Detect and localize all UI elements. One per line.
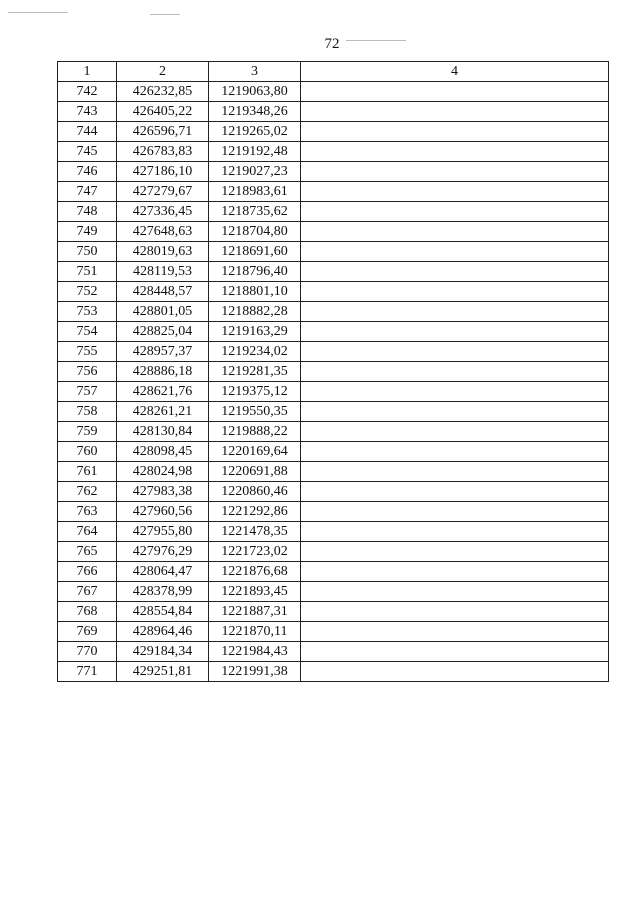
x-coordinate-cell: 428130,84 bbox=[117, 422, 209, 442]
table-row bbox=[58, 482, 609, 502]
point-number-cell: 753 bbox=[58, 302, 117, 322]
y-coordinate-cell: 1221887,31 bbox=[209, 602, 301, 622]
table-row bbox=[58, 442, 609, 462]
table-header-row bbox=[58, 62, 609, 82]
note-cell bbox=[301, 222, 609, 242]
y-coordinate-cell: 1218735,62 bbox=[209, 202, 301, 222]
x-coordinate-cell: 428621,76 bbox=[117, 382, 209, 402]
note-cell bbox=[301, 502, 609, 522]
table-row bbox=[58, 362, 609, 382]
note-cell bbox=[301, 202, 609, 222]
x-coordinate-cell: 427983,38 bbox=[117, 482, 209, 502]
y-coordinate-cell: 1219550,35 bbox=[209, 402, 301, 422]
point-number-cell: 766 bbox=[58, 562, 117, 582]
y-coordinate-cell: 1220691,88 bbox=[209, 462, 301, 482]
y-coordinate-cell: 1221478,35 bbox=[209, 522, 301, 542]
point-number-cell: 767 bbox=[58, 582, 117, 602]
x-coordinate-cell: 427186,10 bbox=[117, 162, 209, 182]
x-coordinate-cell: 428964,46 bbox=[117, 622, 209, 642]
y-coordinate-cell: 1221876,68 bbox=[209, 562, 301, 582]
table-row bbox=[58, 222, 609, 242]
y-coordinate-cell: 1219281,35 bbox=[209, 362, 301, 382]
table-row bbox=[58, 282, 609, 302]
note-cell bbox=[301, 602, 609, 622]
point-number-cell: 758 bbox=[58, 402, 117, 422]
table-row bbox=[58, 402, 609, 422]
note-cell bbox=[301, 162, 609, 182]
table-row bbox=[58, 582, 609, 602]
table-row bbox=[58, 182, 609, 202]
y-coordinate-cell: 1218704,80 bbox=[209, 222, 301, 242]
point-number-cell: 746 bbox=[58, 162, 117, 182]
y-coordinate-cell: 1219192,48 bbox=[209, 142, 301, 162]
point-number-cell: 769 bbox=[58, 622, 117, 642]
x-coordinate-cell: 428261,21 bbox=[117, 402, 209, 422]
y-coordinate-cell: 1219063,80 bbox=[209, 82, 301, 102]
y-coordinate-cell: 1219234,02 bbox=[209, 342, 301, 362]
table-row bbox=[58, 262, 609, 282]
scan-artifact bbox=[150, 14, 180, 15]
note-cell bbox=[301, 642, 609, 662]
note-cell bbox=[301, 342, 609, 362]
table-row bbox=[58, 522, 609, 542]
x-coordinate-cell: 428064,47 bbox=[117, 562, 209, 582]
x-coordinate-cell: 426783,83 bbox=[117, 142, 209, 162]
x-coordinate-cell: 427648,63 bbox=[117, 222, 209, 242]
table-row bbox=[58, 662, 609, 682]
column-header-1: 1 bbox=[58, 62, 117, 82]
x-coordinate-cell: 427279,67 bbox=[117, 182, 209, 202]
x-coordinate-cell: 428801,05 bbox=[117, 302, 209, 322]
x-coordinate-cell: 428378,99 bbox=[117, 582, 209, 602]
column-header-4: 4 bbox=[301, 62, 609, 82]
y-coordinate-cell: 1218691,60 bbox=[209, 242, 301, 262]
y-coordinate-cell: 1219348,26 bbox=[209, 102, 301, 122]
table-body bbox=[58, 82, 609, 682]
y-coordinate-cell: 1219163,29 bbox=[209, 322, 301, 342]
note-cell bbox=[301, 282, 609, 302]
table-row bbox=[58, 542, 609, 562]
note-cell bbox=[301, 362, 609, 382]
point-number-cell: 755 bbox=[58, 342, 117, 362]
note-cell bbox=[301, 142, 609, 162]
note-cell bbox=[301, 462, 609, 482]
point-number-cell: 754 bbox=[58, 322, 117, 342]
note-cell bbox=[301, 242, 609, 262]
column-header-3: 3 bbox=[209, 62, 301, 82]
note-cell bbox=[301, 622, 609, 642]
point-number-cell: 744 bbox=[58, 122, 117, 142]
note-cell bbox=[301, 422, 609, 442]
table-row bbox=[58, 502, 609, 522]
table-row bbox=[58, 202, 609, 222]
table-row bbox=[58, 462, 609, 482]
table-row bbox=[58, 82, 609, 102]
point-number-cell: 765 bbox=[58, 542, 117, 562]
table-row bbox=[58, 422, 609, 442]
note-cell bbox=[301, 302, 609, 322]
x-coordinate-cell: 426596,71 bbox=[117, 122, 209, 142]
y-coordinate-cell: 1221991,38 bbox=[209, 662, 301, 682]
y-coordinate-cell: 1221723,02 bbox=[209, 542, 301, 562]
x-coordinate-cell: 427336,45 bbox=[117, 202, 209, 222]
x-coordinate-cell: 429184,34 bbox=[117, 642, 209, 662]
scan-artifact bbox=[8, 12, 68, 13]
table-row bbox=[58, 322, 609, 342]
x-coordinate-cell: 428886,18 bbox=[117, 362, 209, 382]
point-number-cell: 771 bbox=[58, 662, 117, 682]
y-coordinate-cell: 1218801,10 bbox=[209, 282, 301, 302]
y-coordinate-cell: 1219265,02 bbox=[209, 122, 301, 142]
coordinates-table bbox=[57, 61, 609, 682]
note-cell bbox=[301, 102, 609, 122]
point-number-cell: 762 bbox=[58, 482, 117, 502]
x-coordinate-cell: 426405,22 bbox=[117, 102, 209, 122]
point-number-cell: 763 bbox=[58, 502, 117, 522]
x-coordinate-cell: 428825,04 bbox=[117, 322, 209, 342]
note-cell bbox=[301, 562, 609, 582]
point-number-cell: 760 bbox=[58, 442, 117, 462]
page-number: 72 bbox=[324, 36, 340, 52]
table-row bbox=[58, 602, 609, 622]
note-cell bbox=[301, 542, 609, 562]
y-coordinate-cell: 1221870,11 bbox=[209, 622, 301, 642]
table-row bbox=[58, 302, 609, 322]
table-row bbox=[58, 102, 609, 122]
y-coordinate-cell: 1220860,46 bbox=[209, 482, 301, 502]
x-coordinate-cell: 428554,84 bbox=[117, 602, 209, 622]
point-number-cell: 770 bbox=[58, 642, 117, 662]
note-cell bbox=[301, 322, 609, 342]
x-coordinate-cell: 428098,45 bbox=[117, 442, 209, 462]
point-number-cell: 761 bbox=[58, 462, 117, 482]
note-cell bbox=[301, 482, 609, 502]
x-coordinate-cell: 428448,57 bbox=[117, 282, 209, 302]
x-coordinate-cell: 429251,81 bbox=[117, 662, 209, 682]
table-row bbox=[58, 342, 609, 362]
y-coordinate-cell: 1221984,43 bbox=[209, 642, 301, 662]
note-cell bbox=[301, 442, 609, 462]
note-cell bbox=[301, 82, 609, 102]
y-coordinate-cell: 1218983,61 bbox=[209, 182, 301, 202]
point-number-cell: 750 bbox=[58, 242, 117, 262]
point-number-cell: 742 bbox=[58, 82, 117, 102]
note-cell bbox=[301, 122, 609, 142]
table-row bbox=[58, 642, 609, 662]
point-number-cell: 743 bbox=[58, 102, 117, 122]
point-number-cell: 756 bbox=[58, 362, 117, 382]
x-coordinate-cell: 427960,56 bbox=[117, 502, 209, 522]
point-number-cell: 752 bbox=[58, 282, 117, 302]
table-row bbox=[58, 142, 609, 162]
note-cell bbox=[301, 382, 609, 402]
note-cell bbox=[301, 402, 609, 422]
x-coordinate-cell: 426232,85 bbox=[117, 82, 209, 102]
note-cell bbox=[301, 262, 609, 282]
table-row bbox=[58, 162, 609, 182]
point-number-cell: 768 bbox=[58, 602, 117, 622]
x-coordinate-cell: 428024,98 bbox=[117, 462, 209, 482]
point-number-cell: 751 bbox=[58, 262, 117, 282]
y-coordinate-cell: 1221292,86 bbox=[209, 502, 301, 522]
table-row bbox=[58, 242, 609, 262]
column-header-2: 2 bbox=[117, 62, 209, 82]
y-coordinate-cell: 1220169,64 bbox=[209, 442, 301, 462]
note-cell bbox=[301, 522, 609, 542]
y-coordinate-cell: 1218882,28 bbox=[209, 302, 301, 322]
point-number-cell: 745 bbox=[58, 142, 117, 162]
point-number-cell: 748 bbox=[58, 202, 117, 222]
x-coordinate-cell: 428019,63 bbox=[117, 242, 209, 262]
table-row bbox=[58, 622, 609, 642]
note-cell bbox=[301, 662, 609, 682]
table-row bbox=[58, 382, 609, 402]
table-row bbox=[58, 562, 609, 582]
x-coordinate-cell: 428957,37 bbox=[117, 342, 209, 362]
y-coordinate-cell: 1219027,23 bbox=[209, 162, 301, 182]
point-number-cell: 764 bbox=[58, 522, 117, 542]
point-number-cell: 759 bbox=[58, 422, 117, 442]
x-coordinate-cell: 427955,80 bbox=[117, 522, 209, 542]
y-coordinate-cell: 1219888,22 bbox=[209, 422, 301, 442]
y-coordinate-cell: 1221893,45 bbox=[209, 582, 301, 602]
note-cell bbox=[301, 582, 609, 602]
scan-artifact bbox=[346, 40, 406, 41]
y-coordinate-cell: 1218796,40 bbox=[209, 262, 301, 282]
point-number-cell: 757 bbox=[58, 382, 117, 402]
point-number-cell: 747 bbox=[58, 182, 117, 202]
y-coordinate-cell: 1219375,12 bbox=[209, 382, 301, 402]
note-cell bbox=[301, 182, 609, 202]
table-row bbox=[58, 122, 609, 142]
point-number-cell: 749 bbox=[58, 222, 117, 242]
x-coordinate-cell: 428119,53 bbox=[117, 262, 209, 282]
x-coordinate-cell: 427976,29 bbox=[117, 542, 209, 562]
